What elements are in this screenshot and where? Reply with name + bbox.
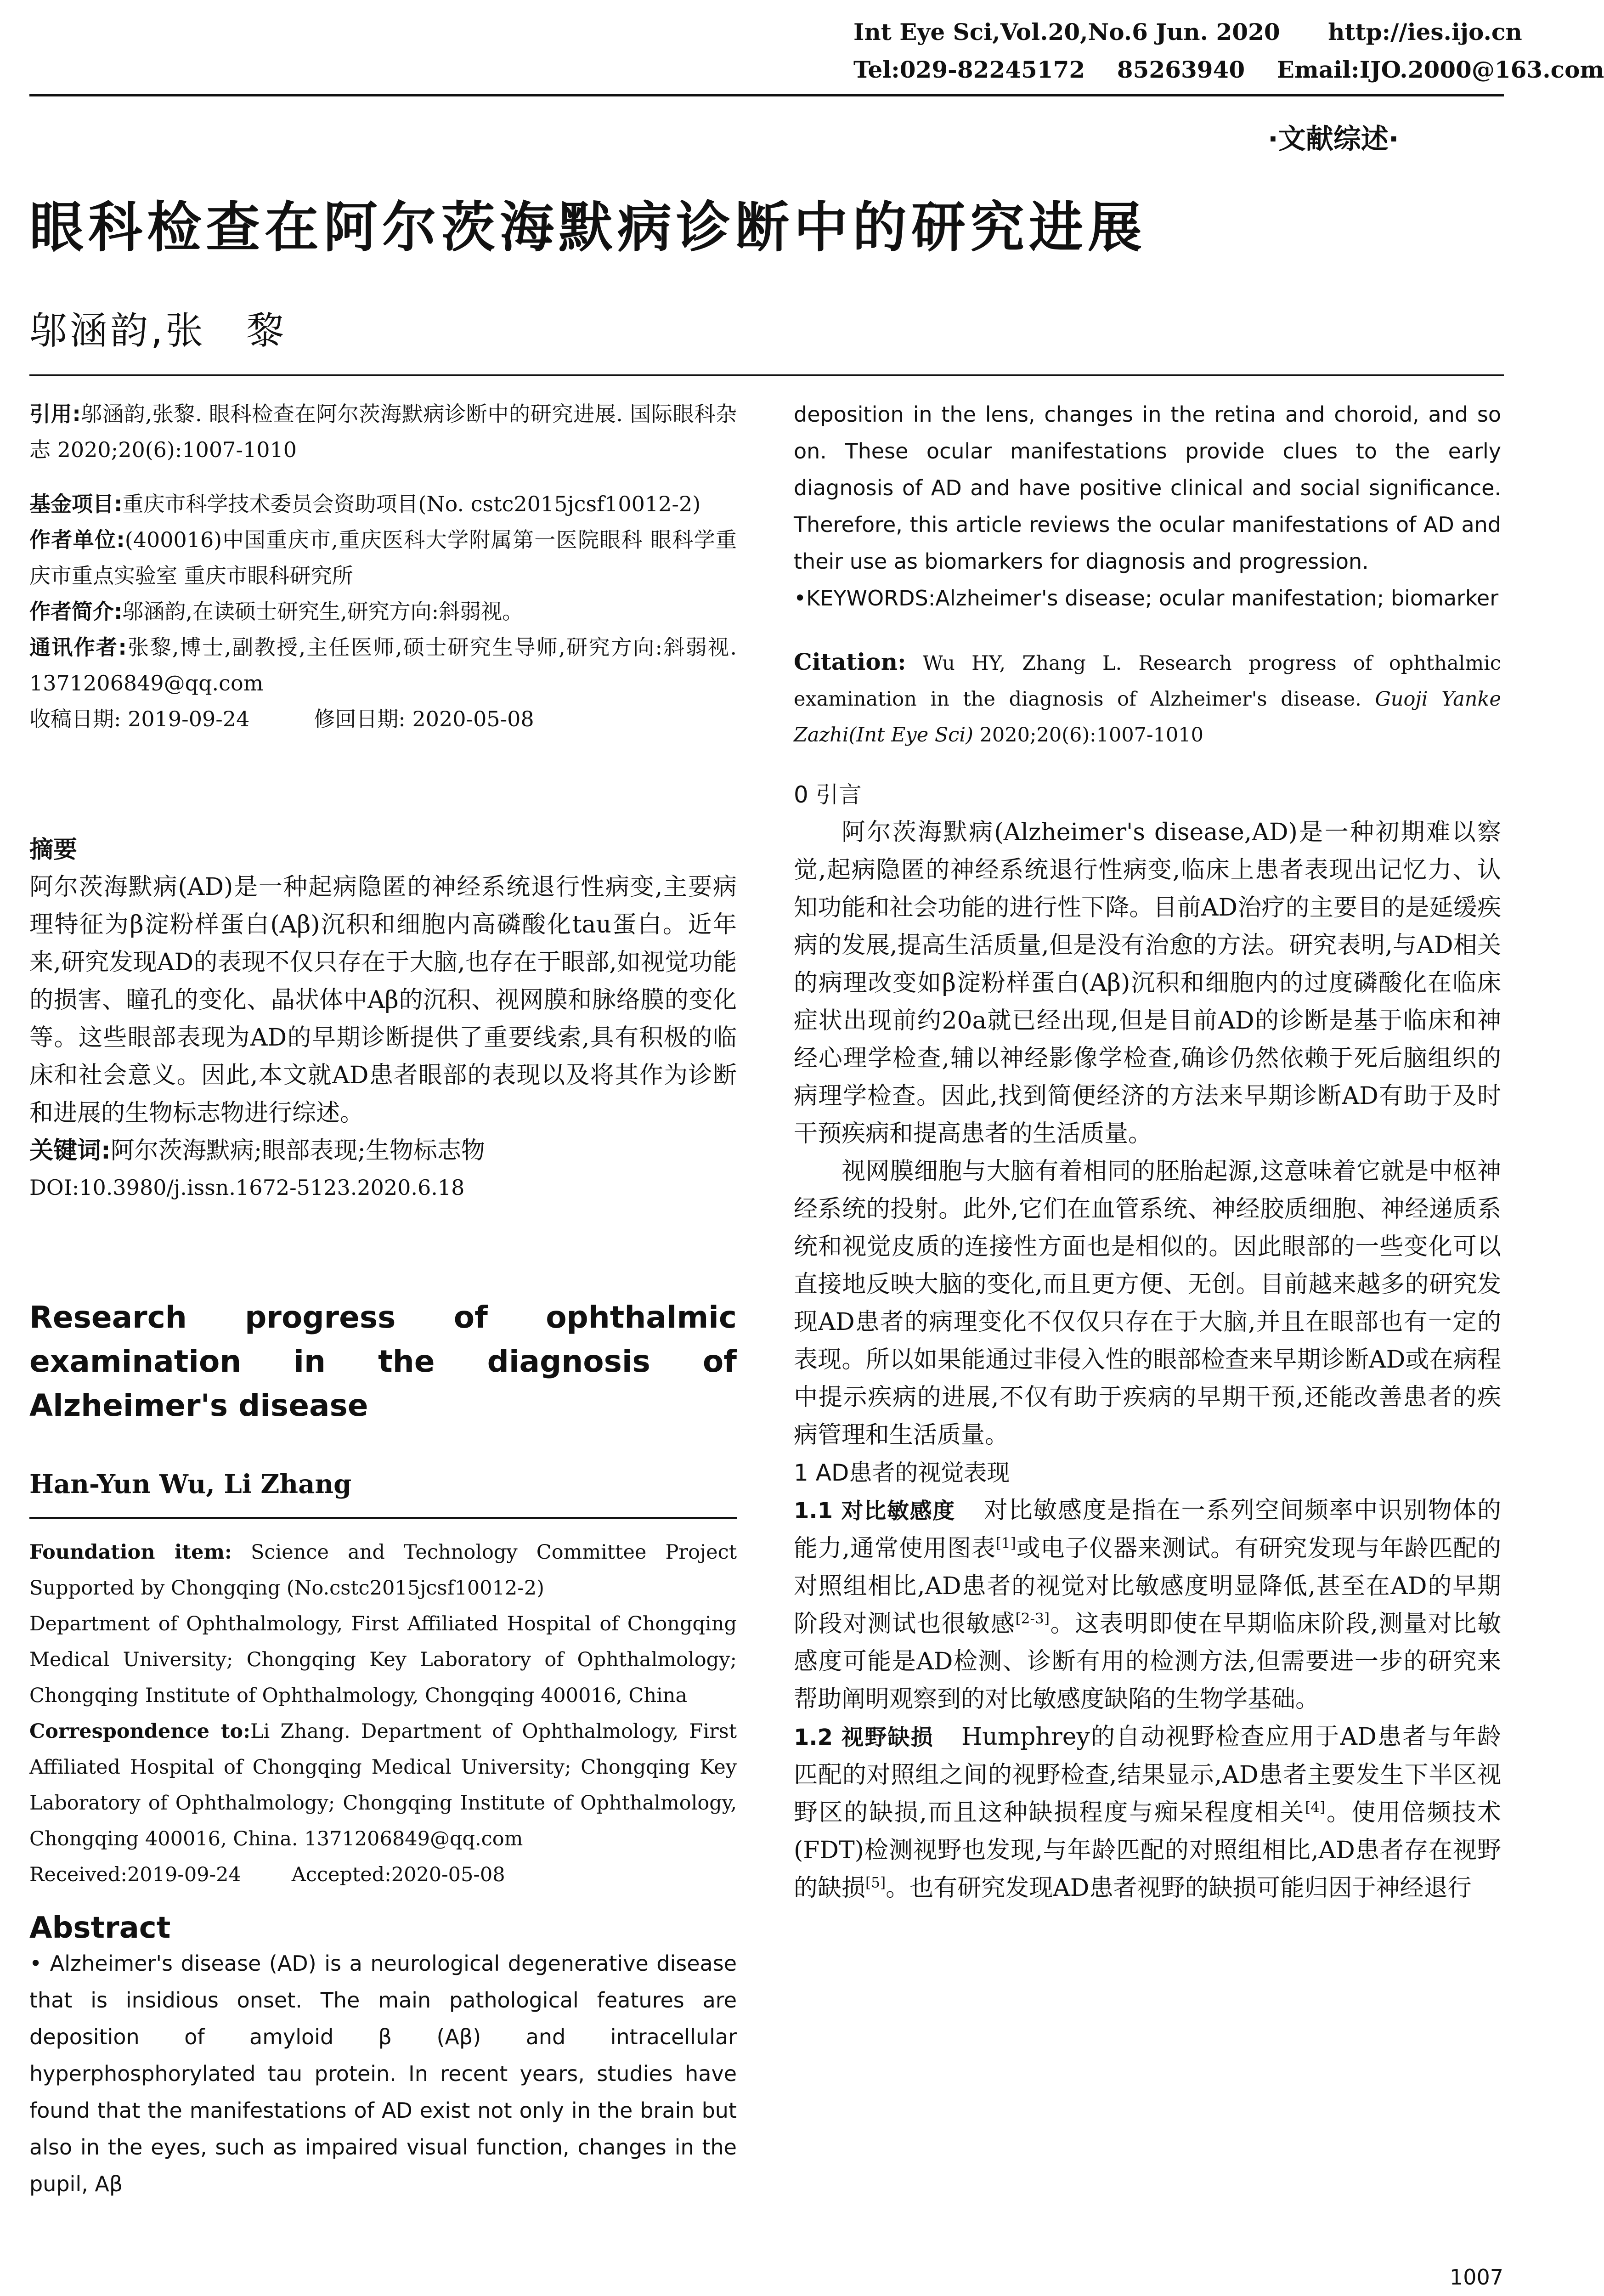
corr-cn: 通讯作者:张黎,博士,副教授,主任医师,硕士研究生导师,研究方向:斜弱视. 1371206849@qq.com — [29, 635, 737, 696]
english-title: Research progress of ophthalmic examination in the diagnosis of Alzheimer's disease — [29, 1300, 737, 1423]
section-label: ·文献综述· — [1268, 123, 1399, 155]
journal-contact: Tel:029-82245172 85263940 Email:IJO.2000@163.com — [853, 56, 1604, 83]
english-authors: Han-Yun Wu, Li Zhang — [29, 1469, 352, 1499]
section-1-2-paragraph: 1.2 视野缺损 Humphrey的自动视野检查应用于AD患者与年龄匹配的对照组之间的视野检查,结果显示,AD患者主要发生下半区视野区的缺损,而且这种缺损程度与痴呆程度相关[4]。使用倍频技术(FDT)检测视野也发现,与年龄匹配的对照组相比,AD患者存在视野的缺损[5]。也有研究发现AD患者视野的缺损可能归因于神经退行 — [794, 1723, 1501, 1902]
abstract-text-en: • Alzheimer's disease (AD) is a neurological degenerative disease that is insidious onset. The main pathological features are deposition of amyloid β (Aβ) and intracellular hyperphosphorylated tau protein. In recent years, studies have found that the manifestations of AD exist not only in the brain but also in the eyes, such as impaired visual function, changes in the pupil, Aβ — [29, 1951, 737, 2196]
abstract-heading-en: Abstract — [29, 1911, 171, 1945]
unit-cn: 作者单位:(400016)中国重庆市,重庆医科大学附属第一医院眼科 眼科学重庆市重点实验室 重庆市眼科研究所 — [29, 527, 737, 588]
header-rule — [29, 94, 1504, 96]
citation-cn: 引用:邬涵韵,张黎. 眼科检查在阿尔茨海默病诊断中的研究进展. 国际眼科杂志 2020;20(6):1007-1010 — [29, 402, 737, 462]
page-title: 眼科检查在阿尔茨海默病诊断中的研究进展 — [29, 196, 1147, 259]
right-column — [794, 396, 1501, 1907]
citation-en: Citation: Wu HY, Zhang L. Research progress of ophthalmic examination in the diagnosis of Alzheimer's disease. Guoji Yanke Zazhi(Int Eye Sci) 2020;20(6):1007-1010 — [794, 648, 1501, 746]
section-0-paragraph-2: 视网膜细胞与大脑有着相同的胚胎起源,这意味着它就是中枢神经系统的投射。此外,它们在血管系统、神经胶质细胞、神经递质系统和视觉皮质的连接性方面也是相似的。因此眼部的一些变化可以直接地反映大脑的变化,而且更方便、无创。目前越来越多的研究发现AD患者的病理变化不仅仅只存在于大脑,并且在眼部也有一定的表现。所以如果能通过非侵入性的眼部检查来早期诊断AD或在病程中提示疾病的进展,不仅有助于疾病的早期干预,还能改善患者的疾病管理和生活质量。 — [794, 1158, 1501, 1449]
fund-en: Foundation item: Science and Technology Committee Project Supported by Chongqing (No.cstc2015jcsf10012-2) — [29, 1541, 737, 1600]
doi: DOI:10.3980/j.issn.1672-5123.2020.6.18 — [29, 1175, 465, 1200]
page-number: 1007 — [1449, 2265, 1503, 2290]
front-matter-cn — [29, 396, 737, 737]
section-0-heading: 0 引言 — [794, 781, 862, 808]
fund-cn: 基金项目:重庆市科学技术委员会资助项目(No. cstc2015jcsf10012-2) — [29, 492, 701, 516]
journal-info: Int Eye Sci,Vol.20,No.6 Jun. 2020 http://ies.ijo.cn — [853, 18, 1522, 45]
keywords-cn: 关键词:阿尔茨海默病;眼部表现;生物标志物 — [29, 1137, 485, 1165]
section-0-paragraph-1: 阿尔茨海默病(Alzheimer's disease,AD)是一种初期难以察觉,起病隐匿的神经系统退行性病变,临床上患者表现出记忆力、认知功能和社会功能的进行性下降。目前AD治疗的主要目的是延缓疾病的发展,提高生活质量,但是没有治愈的方法。研究表明,与AD相关的病理改变如β淀粉样蛋白(Aβ)沉积和细胞内的过度磷酸化在临床症状出现前约20a就已经出现,但是目前AD的诊断是基于临床和神经心理学检查,辅以神经影像学检查,确诊仍然依赖于死后脑组织的病理学检查。因此,找到简便经济的方法来早期诊断AD有助于及时干预疾病和提高患者的生活质量。 — [794, 819, 1501, 1148]
title-rule — [29, 374, 1504, 376]
corr-en: Correspondence to:Li Zhang. Department of Ophthalmology, First Affiliated Hospital of Chongqing Medical University; Chongqing Key Laboratory of Ophthalmology; Chongqing Institute of Ophthalmology, Chongqing 400016, China. 1371206849@qq.com — [29, 1720, 737, 1850]
section-1-1-paragraph: 1.1 对比敏感度 对比敏感度是指在一系列空间频率中识别物体的能力,通常使用图表[1]或电子仪器来测试。有研究发现与年龄匹配的对照组相比,AD患者的视觉对比敏感度明显降低,甚至在AD的早期阶段对测试也很敏感[2-3]。这表明即使在早期临床阶段,测量对比敏感度可能是AD检测、诊断有用的检测方法,但需要进一步的研究来帮助阐明观察到的对比敏感度缺陷的生物学基础。 — [794, 1497, 1501, 1713]
dates-en: Received:2019-09-24 Accepted:2020-05-08 — [29, 1863, 505, 1886]
abstract-heading-cn: 摘要 — [29, 836, 78, 864]
section-1-heading: 1 AD患者的视觉表现 — [794, 1459, 1010, 1486]
abstract-en-continued: deposition in the lens, changes in the retina and choroid, and so on. These ocular manifestations provide clues to the early diagnosis of AD and have positive clinical and social significance. Therefore, this article reviews the ocular manifestations of AD and their use as biomarkers for diagnosis and progression. — [794, 402, 1501, 574]
authors: 邬涵韵,张 黎 — [29, 309, 287, 353]
dates-cn: 收稿日期: 2019-09-24 修回日期: 2020-05-08 — [29, 707, 534, 731]
front-matter-en — [29, 1295, 737, 2202]
abstract-cn — [29, 831, 737, 1205]
dept-en: Department of Ophthalmology, First Affiliated Hospital of Chongqing Medical University; Chongqing Key Laboratory of Ophthalmology; Chongqing Institute of Ophthalmology, Chongqing 400016, China — [29, 1612, 737, 1707]
bio-cn: 作者简介:邬涵韵,在读硕士研究生,研究方向:斜弱视。 — [29, 599, 524, 624]
abstract-text-cn: 阿尔茨海默病(AD)是一种起病隐匿的神经系统退行性病变,主要病理特征为β淀粉样蛋白(Aβ)沉积和细胞内高磷酸化tau蛋白。近年来,研究发现AD的表现不仅只存在于大脑,也存在于眼部,如视觉功能的损害、瞳孔的变化、晶状体中Aβ的沉积、视网膜和脉络膜的变化等。这些眼部表现为AD的早期诊断提供了重要线索,具有积极的临床和社会意义。因此,本文就AD患者眼部的表现以及将其作为诊断和进展的生物标志物进行综述。 — [29, 873, 737, 1127]
keywords-en: •KEYWORDS:Alzheimer's disease; ocular manifestation; biomarker — [794, 586, 1499, 611]
